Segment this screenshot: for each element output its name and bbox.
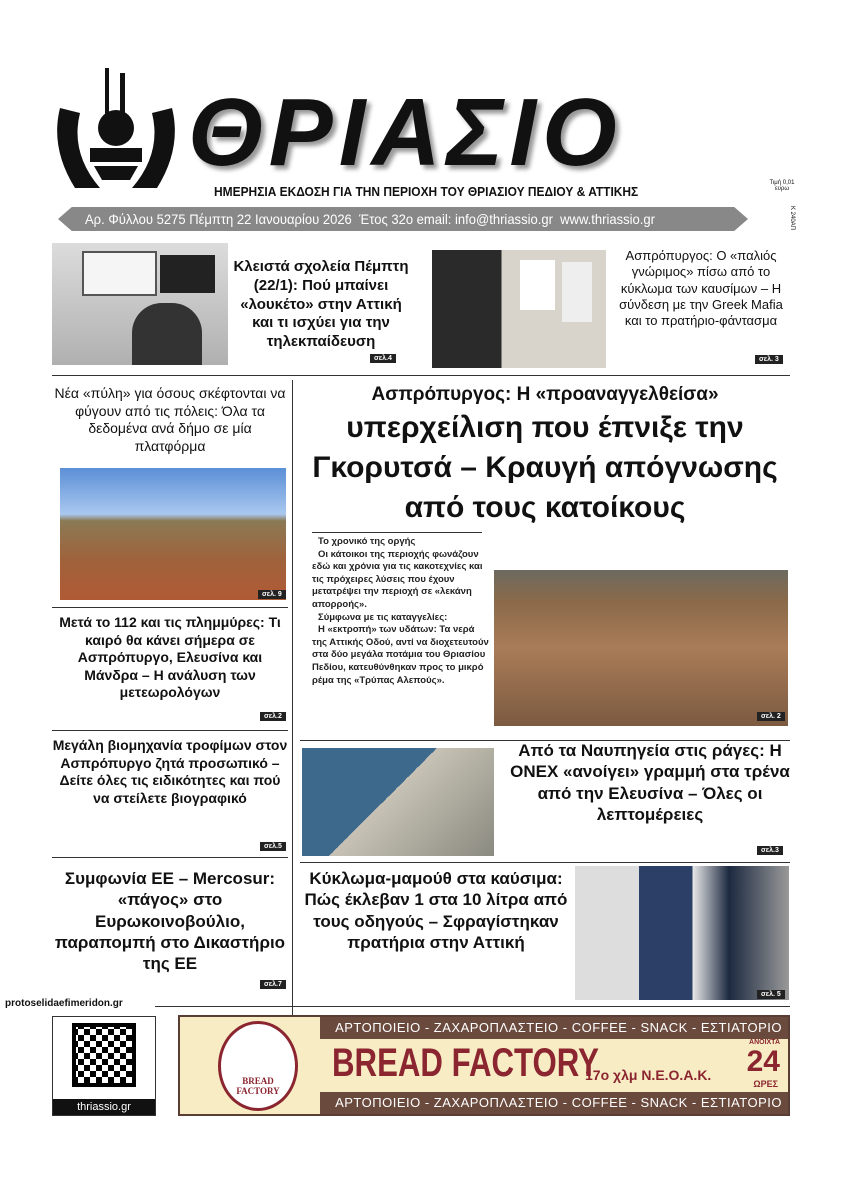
page-ref: σελ. 2 xyxy=(757,712,785,721)
ad-open-label: ΑΝΟΙΧΤΑ xyxy=(749,1039,780,1046)
story-headline[interactable]: Νέα «πύλη» για όσους σκέφτονται να φύγουν από τις πόλεις: Όλα τα δεδομένα ανά δήμο σε μία πλατφόρμα xyxy=(54,385,286,454)
divider xyxy=(52,607,288,608)
lead-headline[interactable]: υπερχείλιση που έπνιξε την Γκορυτσά – Κραυγή απόγνωσης από τους κατοίκους xyxy=(312,411,778,524)
masthead-subtitle: ΗΜΕΡΗΣΙΑ ΕΚΔΟΣΗ ΓΙΑ ΤΗΝ ΠΕΡΙΟΧΗ ΤΟΥ ΘΡΙΑΣΙΟΥ ΠΕΔΙΟΥ & ΑΤΤΙΚΗΣ xyxy=(214,184,639,199)
ad-tagline-bottom: ΑΡΤΟΠΟΙΕΙΟ - ΖΑΧΑΡΟΠΛΑΣΤΕΙΟ - COFFEE - SNACK - ΕΣΤΙΑΤΟΡΙΟ xyxy=(320,1092,788,1114)
body-subhead: Σύμφωνα με τις καταγγελίες: xyxy=(318,611,448,623)
divider xyxy=(312,532,482,533)
ad-logo xyxy=(218,1021,298,1111)
masthead-title: ΘΡΙΑΣΙΟ xyxy=(188,79,623,186)
qr-label: thriassio.gr xyxy=(53,1099,155,1115)
logo xyxy=(50,68,182,190)
divider xyxy=(52,857,288,858)
lead-kicker: Ασπρόπυργος: Η «προαναγγελθείσα» xyxy=(371,384,719,405)
page-ref: σελ. 3 xyxy=(755,355,783,364)
page-ref: σελ.5 xyxy=(260,842,286,851)
town-photo xyxy=(60,468,286,600)
page-ref: σελ.4 xyxy=(370,354,396,363)
body-subhead: Το χρονικό της οργής xyxy=(318,536,416,547)
source-credit: protoselidaefimeridon.gr xyxy=(5,998,123,1009)
gas-station-photo xyxy=(432,250,606,368)
side-code: Κ 240ΑΠ xyxy=(789,205,796,231)
divider xyxy=(300,862,790,863)
page-ref: σελ. 9 xyxy=(258,590,286,599)
sealed-station-photo xyxy=(575,866,789,1000)
price: Τιμή 0,01 ευρω xyxy=(769,180,795,192)
story-headline[interactable]: Ασπρόπυργος: Ο «παλιός γνώριμος» πίσω από το κύκλωμα των καυσίμων – Η σύνδεση με την Greek Mafia και το πρατήριο-φάντασμα xyxy=(619,248,783,328)
ad-hours: 24 xyxy=(746,1045,780,1078)
issue-line: Αρ. Φύλλου 5275 Πέμπτη 22 Ιανουαρίου 2026 Έτος 32ο email: info@thriassio.gr www.thriassio.gr xyxy=(85,211,655,227)
column-divider xyxy=(292,380,293,1040)
ad-hours-label: ΩΡΕΣ xyxy=(753,1079,778,1089)
ad-logo-text: BREAD FACTORY xyxy=(236,1076,280,1096)
ad-brand: BREAD FACTORY xyxy=(332,1041,599,1085)
page-ref: σελ.3 xyxy=(757,846,783,855)
page-ref: σελ.2 xyxy=(260,712,286,721)
story-headline[interactable]: Μεγάλη βιομηχανία τροφίμων στον Ασπρόπυργο ζητά προσωπικό – Δείτε όλες τις ειδικότητες και πού να στείλετε βιογραφικό xyxy=(52,737,288,806)
shipyard-photo xyxy=(302,748,494,856)
ad-tagline-top: ΑΡΤΟΠΟΙΕΙΟ - ΖΑΧΑΡΟΠΛΑΣΤΕΙΟ - COFFEE - SNACK - ΕΣΤΙΑΤΟΡΙΟ xyxy=(320,1017,788,1039)
divider xyxy=(52,730,288,731)
page-ref: σελ. 5 xyxy=(757,990,785,999)
qr-code[interactable] xyxy=(52,1016,156,1116)
body-paragraph: Η «εκτροπή» των υδάτων: Τα νερά της Αττικής Οδού, αντί να διοχετευτούν στα δύο μεγάλα ποτάμια του Θριασίου Πεδίου, κατευθύνθηκαν προς το μικρό ρέμα της «Τρύπας Αλεπούς». xyxy=(312,624,489,686)
divider xyxy=(52,375,790,376)
story-headline[interactable]: Μετά το 112 και τις πλημμύρες: Τι καιρό θα κάνει σήμερα σε Ασπρόπυργο, Ελευσίνα και Μάνδρα – Η ανάλυση των μετεωρολόγων xyxy=(59,614,281,700)
story-headline[interactable]: Κύκλωμα-μαμούθ στα καύσιμα: Πώς έκλεβαν 1 στα 10 λίτρα από τους οδηγούς – Σφραγίστηκαν πρατήρια στην Αττική xyxy=(304,869,568,952)
lead-body xyxy=(312,536,490,687)
story-headline[interactable]: Από τα Ναυπηγεία στις ράγες: Η ONEX «ανοίγει» γραμμή στα τρένα από την Ελευσίνα – Όλες οι λεπτομέρειες xyxy=(510,741,790,824)
story-headline[interactable]: Συμφωνία ΕΕ – Mercosur: «πάγος» στο Ευρωκοινοβούλιο, παραπομπή στο Δικαστήριο της ΕΕ xyxy=(54,869,286,973)
flood-photo xyxy=(494,570,788,726)
classroom-photo xyxy=(52,243,228,365)
story-headline[interactable]: Κλειστά σχολεία Πέμπτη (22/1): Πού μπαίνει «λουκέτο» στην Αττική και τι ισχύει για την τηλεκπαίδευση xyxy=(233,258,409,350)
qr-pattern xyxy=(72,1023,136,1087)
divider xyxy=(155,1006,790,1007)
body-paragraph: Οι κάτοικοι της περιοχής φωνάζουν εδώ και χρόνια για τις κακοτεχνίες και τις πρόχειρες λύσεις που έχουν μετατρέψει την περιοχή σε «λεκάνη απορροής». xyxy=(312,548,483,610)
ad-location: 17ο χλμ Ν.Ε.Ο.Α.Κ. xyxy=(585,1067,712,1083)
bread-factory-ad[interactable] xyxy=(178,1015,790,1116)
page-ref: σελ.7 xyxy=(260,980,286,989)
